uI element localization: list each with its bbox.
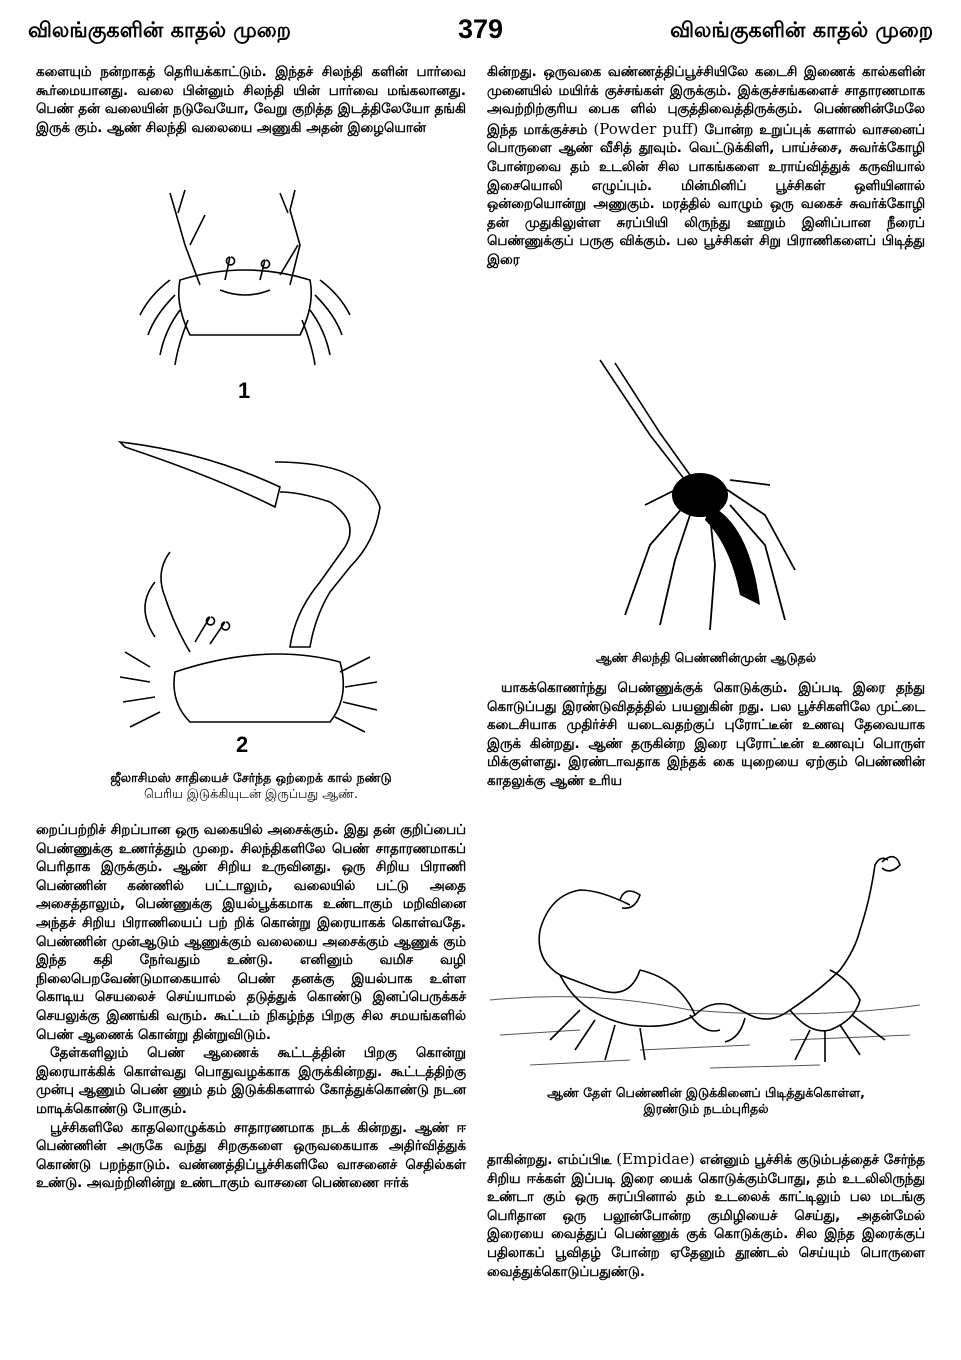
running-title-left: விலங்குகளின் காதல் முறை <box>28 18 291 42</box>
right-top-text-part2: போன்ற உறுப்புக் களால் வாசனைப் பொருளை ஆண் வீசித் தூவும். வெட்டுக்கிளி, பாய்ச்சை, சுவர்க்கோழி போன்றவை தம் உடலின் சில பாகங்களை உராய்வித்துக் கருவியால் இசையொலி எழுப்பும். மின்மினிப் பூச்சிகள் ஒளியினால் ஒன்றையொன்று அணுகும். மரத்தில் வாழும் ஒரு வகைச் சுவர்க்கோழி தன் முதுகிலுள்ள சுரப்பியி லிருந்து ஊறும் இனிப்பான நீரைப் பெண்ணுக்குப் பருகு விக்கும். பல பூச்சிகள் சிறு பிராணிகளைப் பிடித்து இரை <box>487 122 926 268</box>
left-paragraph-spider: றைப்பற்றிச் சிறப்பான ஒரு வகையில் அசைக்கும். இது தன் குறிப்பைப் பெண்ணுக்கு உணர்த்தும் முறை. சிலந்திகளிலே பெண் சாதாரணமாகப் பெரிதாக இருக்கும். ஆண் சிறிய உருவினது. ஒரு சிறிய பிராணி பெண்ணின் கண்ணில் பட்டாலும், வலையில் பட்டு அதை அசைத்தாலும், பெண்ணுக்கு இயல்பூக்கமாக உண்டாகும் மறிவினை அந்தச் சிறிய பிராணியைப் பற் றிக் கொன்று இரையாகக் கொள்வதே. பெண்ணின் முன்ஆடும் ஆணுக்கும் வலையை அசைக்கும் ஆணுக் கும் இந்த கதி நேர்வதும் உண்டு. எனினும் வமிச வழி நிலைபெறவேண்டுமாகையால் பெண் தனக்கு இயல்பாக உள்ள கொடிய செயலைச் செய்யாமல் தடுத்துக் கொண்டு இனப்பெருக்கச் செயலுக்கு இணங்கி வரும். கூட்டம் நிகழ்ந்த பிறகு சில சமயங்களில் பெண் ஆணைக் கொன்று தின்றுவிடும். <box>36 823 466 1043</box>
right-top-paragraph <box>487 64 925 271</box>
crab-figure-2 <box>115 432 395 742</box>
crab-caption-line1: ஜீலாசிமஸ் சாதியைச் சேர்ந்த ஒற்றைக் கால் நண்டு <box>110 770 392 785</box>
left-bottom-text-block <box>36 822 466 1194</box>
left-paragraph-scorpion: தேள்களிலும் பெண் ஆணைக் கூட்டத்தின் பிறகு கொன்று இரையாக்கிக் கொள்வது பொதுவழக்காக இருக்கின்றது. கூட்டத்திற்கு முன்பு ஆணும் பெண் ணும் தம் இடுக்கிகளால் கோத்துக்கொண்டு நடன மாடிக்கொண்டு போகும். <box>36 1046 466 1117</box>
left-top-paragraph: களையும் நன்றாகத் தெரியக்காட்டும். இந்தச் சிலந்தி களின் பார்வை கூர்மையானது. வலை பின்னும் சிலந்தி யின் பார்வை மங்கலானது. பெண் தன் வலையின் நடுவேயோ, வேறு குறித்த இடத்திலேயோ தங்கி இருக் கும். ஆண் சிலந்தி வலையை அணுகி அதன் இழையொன் <box>36 65 466 136</box>
left-paragraph-insects: பூச்சிகளிலே காதலொழுக்கம் சாதாரணமாக நடக் கின்றது. ஆண் ஈ பெண்ணின் அருகே வந்து சிறகுகளை ஒருவகையாக அதிர்வித்துக் கொண்டு பறந்தாடும். வண்ணத்திப்பூச்சிகளிலே வாசனைச் செதில்கள் உண்டு. அவற்றினின்று உண்டாகும் வாசனை பெண்ணை ஈர்க் <box>36 1120 466 1192</box>
figure-2-label: 2 <box>236 732 249 757</box>
scorpion-caption-line1: ஆண் தேள் பெண்ணின் இடுக்கினைப் பிடித்துக்கொள்ள, <box>547 1085 865 1100</box>
right-middle-paragraph: யாகக்கொணர்ந்து பெண்ணுக்குக் கொடுக்கும். இப்படி இரை தந்து கொடுப்பது இரண்டுவிதத்தில் பயனுகின் றது. பல பூச்சிகளிலே முட்டை கடைசியாக முதிர்ச்சி யடைவதற்குப் புரோட்டீன் உணவு தேவையாக இருக் கின்றது. ஆண் தருகின்ற இரை புரோட்டீன் உணவுப் பொருள் மிக்குள்ளது. இரண்டாவதாக இந்தக் கை யுறையை ஏற்கும் பெண்ணின் காதலுக்கு ஆண் உரிய <box>487 681 925 789</box>
scorpion-pair-dance-illustration <box>490 850 920 1075</box>
jumping-spider-dance-illustration <box>590 355 810 635</box>
crab-caption-line2: பெரிய இடுக்கியுடன் இருப்பது ஆண். <box>144 786 358 801</box>
fiddler-crab-large-claw-illustration <box>115 432 395 742</box>
left-top-text-block <box>36 64 466 138</box>
scorpion-caption-line2: இரண்டும் நடம்புரிதல் <box>643 1101 769 1116</box>
right-middle-text-block <box>487 680 925 792</box>
latin-term-empidae: (Empidae) <box>616 1150 695 1168</box>
right-bottom-text-block <box>487 1150 925 1282</box>
spider-caption: ஆண் சிலந்தி பெண்ணின்முன் ஆடுதல் <box>595 650 817 665</box>
page-header <box>28 14 933 50</box>
fiddler-crab-raised-claws-illustration <box>130 185 360 385</box>
figure-1-label: 1 <box>238 378 251 403</box>
right-bottom-text-part1: தாகின்றது. எம்ப்பிடீ <box>487 1153 612 1168</box>
right-top-text-block <box>487 64 925 271</box>
page-number: 379 <box>457 14 504 44</box>
latin-term-powder-puff: (Powder puff) <box>593 119 699 138</box>
right-top-text-part1: கின்றது. ஒருவகை வண்ணத்திப்பூச்சியிலே கடைசி இணைக் கால்களின் முனையில் மயிர்க் குச்சங்கள் இருக்கும். இக்குச்சங்களைச் சாதாரணமாக அவற்றிற்குரிய பைக ளில் புகுத்திவைத்திருக்கும். பெண்ணின்மேலே இந்த மாக்குச்சம் <box>487 65 925 138</box>
crab-figure-1 <box>130 185 360 385</box>
scorpion-caption <box>487 1085 925 1117</box>
scorpion-figure <box>490 850 920 1075</box>
spider-figure <box>590 355 810 635</box>
crab-caption <box>36 770 466 802</box>
running-title-right: விலங்குகளின் காதல் முறை <box>670 18 933 42</box>
right-bottom-paragraph <box>487 1150 925 1282</box>
right-bottom-text-part2: என்னும் பூச்சிக் குடும்பத்தைச் சேர்ந்த சிறிய ஈக்கள் இப்படி இரை யைக் கொடுக்கும்போது, தம் உடலிலிருந்து உண்டா கும் ஒரு சுரப்பினால் தம் உடலைக் காட்டிலும் பல மடங்கு பெரிதான ஒரு பலூன்போன்ற குமிழியைச் செய்து, அதன்மேல் இரையை வைத்துப் பெண்ணுக் குக் கொடுக்கும். சில இந்த இரைக்குப் பதிலாகப் பூவிதழ் போன்ற ஏதேனும் தூண்டல் செய்யும் பொருளை வைத்துக்கொடுப்பதுண்டு. <box>487 1153 925 1280</box>
